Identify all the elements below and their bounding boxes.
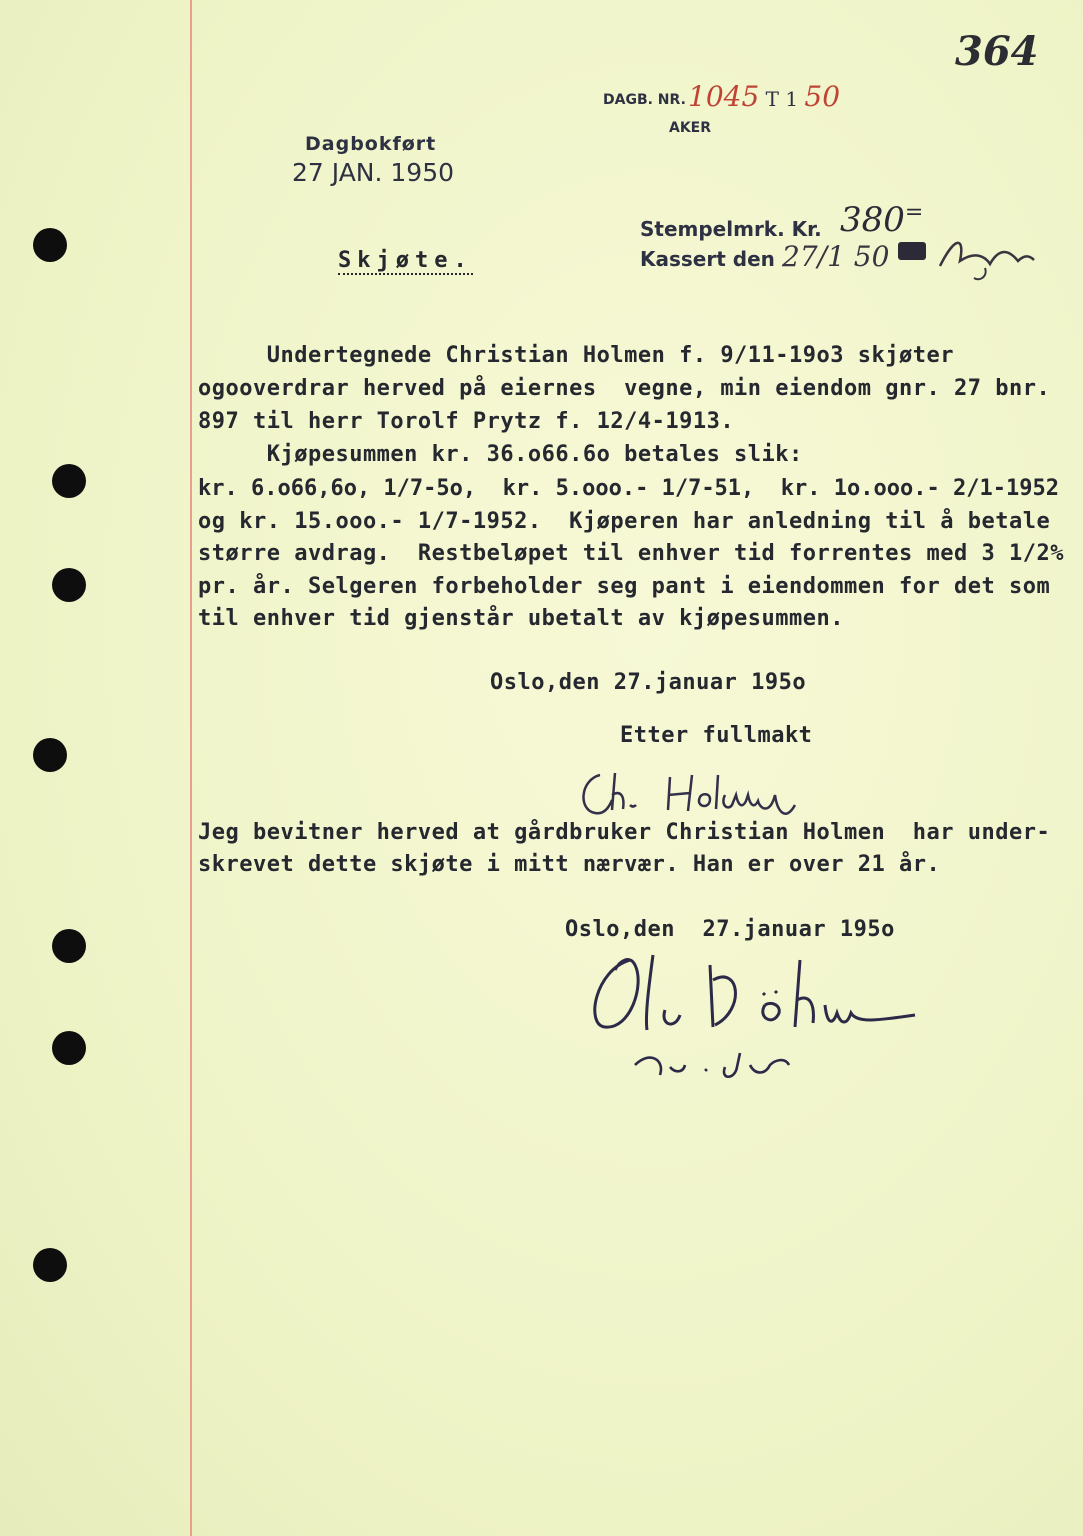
place-date-1: Oslo,den 27.januar 195o — [490, 670, 807, 695]
aker-stamp: AKER — [669, 120, 712, 136]
stempel-amount: 380= — [840, 200, 924, 240]
paragraph-line: 897 til herr Torolf Prytz f. 12/4-1913. — [198, 409, 735, 434]
margin-line — [190, 0, 192, 1536]
dagbokfort-date: 27 JAN. 1950 — [292, 158, 455, 187]
kassert-mark — [898, 242, 926, 260]
witness-line: skrevet dette skjøte i mitt nærvær. Han er over 21 år. — [198, 852, 941, 877]
punch-hole — [33, 738, 67, 772]
punch-hole — [33, 1248, 67, 1282]
dagb-stamp — [603, 92, 686, 108]
kassert-label: Kassert den — [640, 247, 775, 271]
place-date-2: Oslo,den 27.januar 195o — [565, 917, 895, 942]
signature-2 — [575, 935, 945, 1095]
paragraph-line: Kjøpesummen kr. 36.o66.6o betales slik: — [198, 442, 803, 467]
page-number: 364 — [955, 28, 1039, 75]
punch-hole — [52, 929, 86, 963]
punch-hole — [52, 464, 86, 498]
paragraph-line: kr. 6.o66,6o, 1/7-5o, kr. 5.ooo.- 1/7-51, kr. 1o.ooo.- 2/1-1952 — [198, 476, 1059, 501]
kassert-initials — [930, 226, 1040, 286]
stempelmrk-label: Stempelmrk. Kr. — [640, 217, 822, 241]
paragraph-line: pr. år. Selgeren forbeholder seg pant i eiendommen for det som — [198, 574, 1051, 599]
etter-fullmakt: Etter fullmakt — [620, 723, 813, 748]
paragraph-line: til enhver tid gjenstår ubetalt av kjøpesummen. — [198, 606, 845, 631]
punch-hole — [52, 568, 86, 602]
signature-1 — [570, 765, 820, 825]
paragraph-line: større avdrag. Restbeløpet til enhver tid forrentes med 3 1/2% — [198, 541, 1064, 566]
paragraph-line: og kr. 15.ooo.- 1/7-1952. Kjøperen har anledning til å betale — [198, 509, 1051, 534]
witness-line: Jeg bevitner herved at gårdbruker Christian Holmen har under- — [198, 820, 1051, 845]
paragraph-line: Undertegnede Christian Holmen f. 9/11-19o3 skjøter — [198, 343, 954, 368]
dagb-label: DAGB. NR. — [603, 92, 686, 108]
document-title: Skjøte. — [338, 248, 473, 273]
kassert-date: 27/1 50 — [782, 240, 890, 273]
dagbokfort-label: Dagbokført — [305, 133, 437, 155]
paragraph-line: ogooverdrar herved på eiernes vegne, min eiendom gnr. 27 bnr. — [198, 376, 1051, 401]
punch-hole — [33, 228, 67, 262]
dagb-number: 1045 T 1 50 — [688, 80, 841, 113]
punch-hole — [52, 1031, 86, 1065]
